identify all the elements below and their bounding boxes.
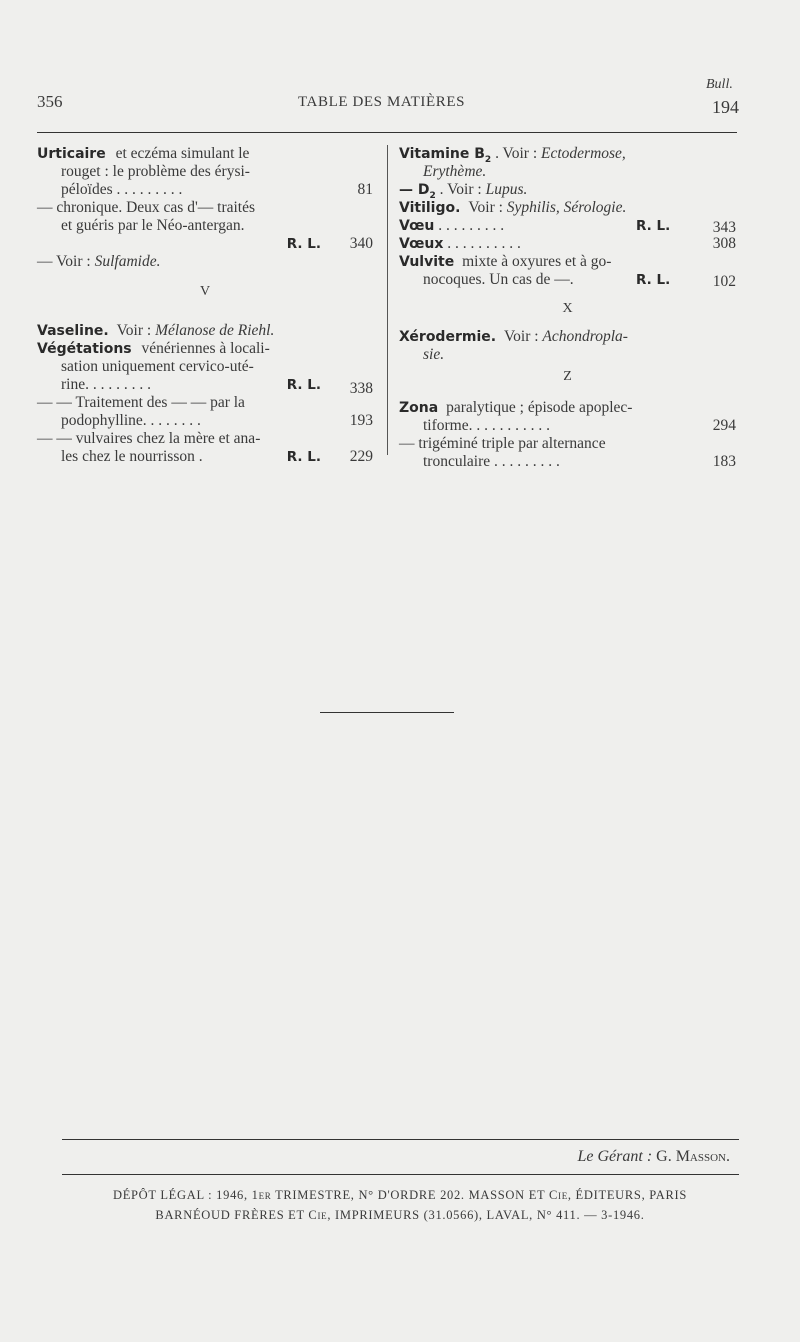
page-ref: 308 — [712, 235, 736, 252]
gerant-line: Le Gérant : G. Masson. — [577, 1148, 730, 1165]
headword: Vœux — [399, 236, 444, 252]
page-ref: 338 — [349, 380, 373, 397]
index-entry-vitiligo: Vitiligo. Voir : Syphilis, Sérologie. — [399, 199, 627, 216]
page-ref: 294 — [712, 417, 736, 434]
header-rule — [37, 132, 737, 133]
index-entry-voeu: Vœu . . . . . . . . . R. L. 343 — [399, 217, 736, 236]
rl-mark: R. L. — [286, 236, 321, 252]
section-letter-z: Z — [563, 369, 572, 384]
headword: Vœu — [399, 218, 435, 234]
headword: Xérodermie. — [399, 329, 497, 345]
index-entry-vitamine: Vitamine $B_2$ . Voir : Ectodermose, — [399, 145, 626, 165]
index-entry-xerodermie: Xérodermie. Voir : Achondropla- — [399, 328, 628, 345]
year-annotation: 194 — [712, 97, 739, 117]
headword: Zona — [399, 400, 439, 416]
footer-rule-top — [62, 1139, 739, 1140]
page-ref: 343 — [712, 219, 736, 236]
rl-mark: R. L. — [636, 218, 671, 234]
index-entry-voeux: Vœux . . . . . . . . . . 308 — [399, 235, 736, 252]
page-ref: 340 — [349, 235, 373, 252]
page-ref: 81 — [357, 181, 373, 198]
footer-rule-bottom — [62, 1174, 739, 1175]
page-ref: 183 — [712, 453, 736, 470]
imprint-line-2: BARNÉOUD FRÈRES ET Cie, IMPRIMEURS (31.0566), LAVAL, N° 411. — 3-1946. — [155, 1208, 645, 1222]
headword: Vulvite — [399, 254, 455, 270]
section-letter-x: X — [562, 301, 573, 316]
imprint-line-1: DÉPÔT LÉGAL : 1946, 1er TRIMESTRE, N° D'ORDRE 202. MASSON ET Cie, ÉDITEURS, PARIS — [112, 1188, 688, 1202]
headword: Vitamine $B_2$ — [399, 146, 492, 165]
page-ref: 102 — [712, 273, 736, 290]
headword: Vaseline. — [37, 323, 109, 339]
section-letter-v: V — [199, 284, 211, 299]
column-divider — [387, 145, 388, 455]
index-entry-vulvite: Vulvite mixte à oxyures et à go- — [399, 253, 612, 270]
rl-mark: R. L. — [286, 377, 321, 393]
index-entry-vaseline: Vaseline. Voir : Mélanose de Riehl. — [37, 322, 275, 339]
section-end-rule — [320, 712, 454, 713]
index-entry-urticaire: Urticaire et eczéma simulant le — [37, 145, 250, 162]
rl-mark: R. L. — [636, 272, 671, 288]
running-title: TABLE DES MATIÈRES — [298, 94, 466, 110]
bull-annotation: Bull. — [706, 77, 733, 92]
page-ref: 229 — [349, 448, 373, 465]
headword: Végétations — [37, 341, 132, 357]
page-number: 356 — [37, 92, 63, 111]
headword: Urticaire — [37, 146, 106, 162]
index-entry-zona: Zona paralytique ; épisode apoplec- — [399, 399, 633, 416]
right-column: Vitamine $B_2$ . Voir : Ectodermose, Erythème. — $D_2$ . Voir : Lupus. Vitiligo. Voir : Syphilis, Sérologie. Vœu . . . . . . . . . R. L. 343 Vœux . . . . . . . . . . 308 Vulvite mixte à oxyures et à go- nocoques. Un cas de —. R. L. 102 X Xérodermie. Voir : Achondropla- sie. Z Zona paralytique ; épisode apoplec- tiforme. . . . . . . . . . . 294 — trigéminé triple par alternance tronculaire . . . . . . . . . 183 — [399, 145, 736, 470]
rl-mark: R. L. — [286, 449, 321, 465]
headword: Vitiligo. — [399, 200, 461, 216]
index-entry-vegetations: Végétations vénériennes à locali- — [37, 340, 270, 357]
left-column: Urticaire et eczéma simulant le rouget : le problème des érysi- péloïdes . . . . . . . . . 81 — chronique. Deux cas d'— traités et guéris par le Néo-antergan. R. L. 340 — Voir : Sulfamide. V Vaseline. Voir : Mélanose de Riehl. Végétations vénériennes à locali- sation uniquement cervico-uté- rine. . . . . . . . . R. L. 338 — — Traitement des — — par la podophylline. . . . . . . . 193 — — vulvaires chez la mère et ana- les chez le nourrisson . R. L. 229 — [37, 145, 373, 465]
page-ref: 193 — [349, 412, 373, 429]
